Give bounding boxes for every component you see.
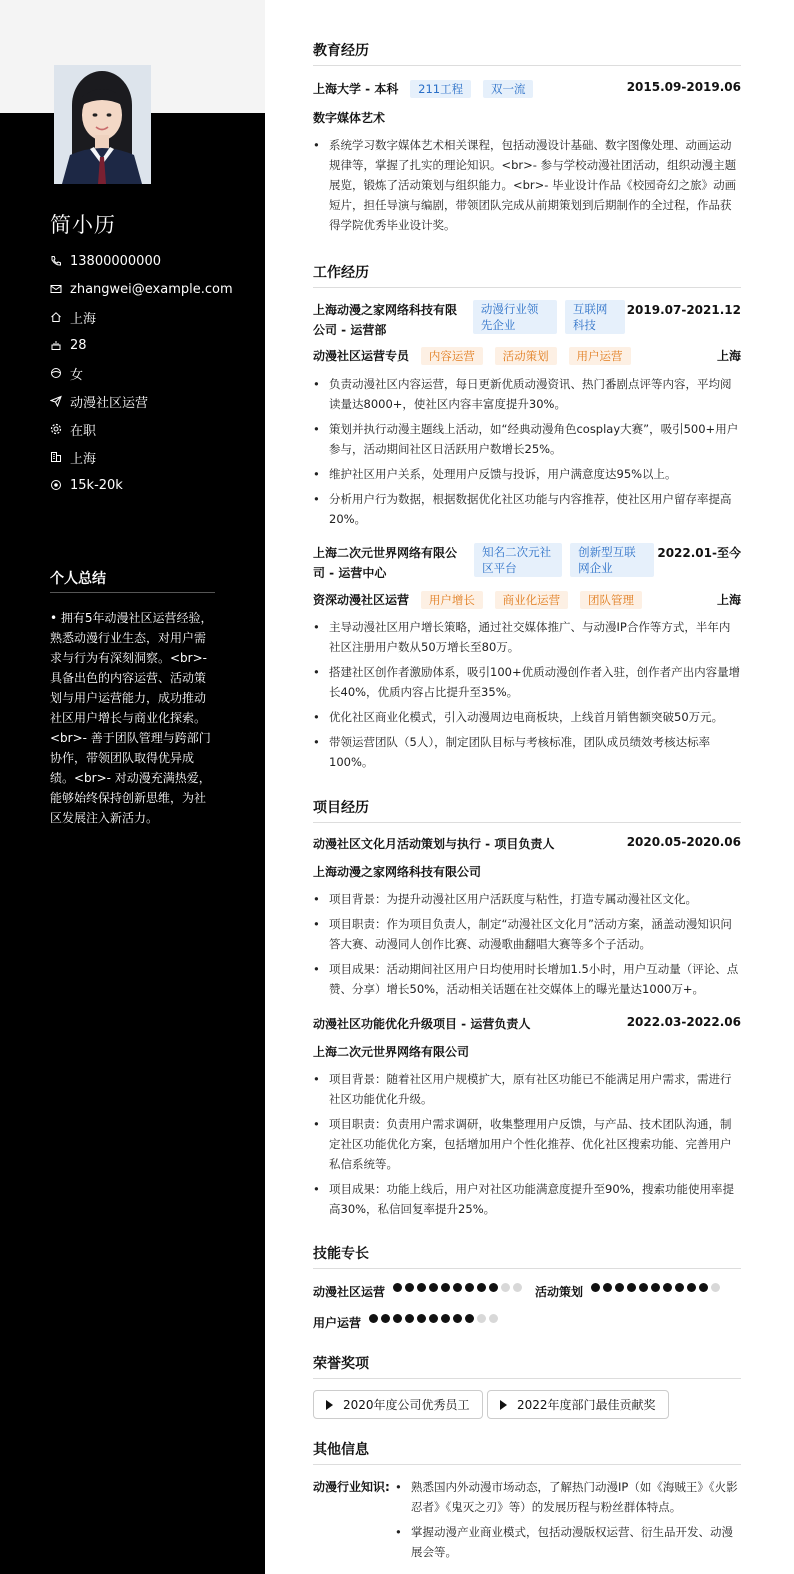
job-position: 资深动漫社区运营 (313, 593, 410, 607)
position-tag: 内容运营 (421, 347, 483, 365)
list-item: • 策划并执行动漫主题线上活动，如“经典动漫角色cosplay大赛”，吸引500+用户参与，活动期间社区日活跃用户数增长25%。 (313, 419, 741, 459)
other-info-label: 动漫行业知识: (313, 1480, 390, 1494)
skill-dot-filled (429, 1314, 438, 1323)
company-tag: 知名二次元社区平台 (474, 543, 562, 577)
skill-dot-filled (687, 1283, 696, 1292)
list-item: • 负责动漫社区内容运营，每日更新优质动漫资讯、热门番剧点评等内容，平均阅读量达8000+，使社区内容丰富度提升30%。 (313, 374, 741, 414)
skill-dot-empty (489, 1314, 498, 1323)
education-tag: 双一流 (483, 80, 534, 98)
info-phone-text: 13800000000 (70, 253, 161, 269)
skill-dot-filled (663, 1283, 672, 1292)
skills-row (313, 1283, 741, 1300)
info-age (50, 331, 250, 359)
project-org: 上海动漫之家网络科技有限公司 (313, 865, 482, 879)
skill-dot-filled (417, 1314, 426, 1323)
list-item: • 项目职责：作为项目负责人，制定“动漫社区文化月”活动方案，涵盖动漫知识问答大赛、动漫同人创作比赛、动漫歌曲翻唱大赛等多个子活动。 (313, 914, 741, 954)
list-item: • 项目背景：为提升动漫社区用户活跃度与粘性，打造专属动漫社区文化。 (313, 889, 741, 909)
education-date: 2015.09-2019.06 (626, 80, 741, 94)
skill-dot-filled (615, 1283, 624, 1292)
list-item: • 主导动漫社区用户增长策略，通过社交媒体推广、与动漫IP合作等方式，半年内社区注册用户数从50万增长至80万。 (313, 617, 741, 657)
info-status-text: 在职 (70, 423, 97, 439)
award-label: 2020年度公司优秀员工 (343, 1398, 470, 1412)
skill-level-dots (393, 1283, 525, 1292)
position-tag: 团队管理 (580, 591, 642, 609)
position-tag: 商业化运营 (495, 591, 569, 609)
job-position-row (313, 347, 741, 365)
list-item: • 维护社区用户关系，处理用户反馈与投诉，用户满意度达95%以上。 (313, 464, 741, 484)
job-header (313, 300, 741, 340)
skill-name: 用户运营 (313, 1316, 362, 1330)
info-phone (50, 247, 250, 275)
skill-dot-empty (501, 1283, 510, 1292)
info-location-text: 上海 (70, 311, 97, 327)
project-name: 动漫社区文化月活动策划与执行 - 项目负责人 (313, 837, 555, 851)
info-target-city (50, 443, 250, 471)
position-tag: 用户增长 (421, 591, 483, 609)
info-status (50, 415, 250, 443)
list-item: • 掌握动漫产业商业模式，包括动漫版权运营、衍生品开发、动漫展会等。 (395, 1522, 741, 1562)
skill-dot-filled (393, 1314, 402, 1323)
project-bullets (313, 1069, 741, 1224)
skill-dot-filled (441, 1283, 450, 1292)
list-item: • 系统学习数字媒体艺术相关课程，包括动漫设计基础、数字图像处理、动画运动规律等，掌握了扎实的理论知识。<br>- 参与学校动漫社团活动，组织动漫主题展览，锻炼了活动策划与组织能力。<br>- 毕业设计作品《校园奇幻之旅》动画短片，担任导演与编剧，带领团队完成从前期策划到后期制作的全过程，作品获得学院优秀毕业设计奖。 (313, 135, 741, 235)
skill-dot-filled (639, 1283, 648, 1292)
projects-section-title: 项目经历 (313, 797, 741, 823)
company-tag: 创新型互联网企业 (570, 543, 654, 577)
skill-dot-filled (603, 1283, 612, 1292)
list-item: • 项目职责：负责用户需求调研，收集整理用户反馈，与产品、技术团队沟通，制定社区功能优化方案，包括增加用户个性化推荐、优化社区搜索功能、完善用户私信系统等。 (313, 1114, 741, 1174)
education-bullets (313, 135, 741, 240)
salary-icon (50, 479, 62, 491)
other-section-title: 其他信息 (313, 1439, 741, 1465)
skill-dot-filled (417, 1283, 426, 1292)
project-header (313, 1015, 741, 1032)
skill-dot-filled (591, 1283, 600, 1292)
info-age-text: 28 (70, 337, 87, 353)
skill-dot-empty (513, 1283, 522, 1292)
cake-icon (50, 339, 62, 351)
building-icon (50, 451, 62, 463)
skill-dot-empty (477, 1314, 486, 1323)
project-bullets (313, 889, 741, 1004)
play-icon (326, 1400, 333, 1410)
position-tag: 用户运营 (569, 347, 631, 365)
education-tag: 211工程 (410, 80, 471, 98)
job-header (313, 543, 741, 583)
summary-text: • 拥有5年动漫社区运营经验，熟悉动漫行业生态，对用户需求与行为有深刻洞察。<br>- 具备出色的内容运营、活动策划与用户运营能力，成功推动社区用户增长与商业化探索。<br>- 善于团队管理与跨部门协作，带领团队取得优异成绩。<br>- 对动漫充满热爱，能够始终保持创新思维，为社区发展注入新活力。 (50, 611, 213, 825)
list-item: • 项目成果：活动期间社区用户日均使用时长增加1.5小时，用户互动量（评论、点赞、分享）增长50%，活动相关话题在社交媒体上的曝光量达1000万+。 (313, 959, 741, 999)
skill-dot-filled (393, 1283, 402, 1292)
company-tag: 互联网科技 (565, 300, 625, 334)
info-target-city-text: 上海 (70, 451, 97, 467)
list-item: • 带领运营团队（5人），制定团队目标与考核标准，团队成员绩效考核达标率100%。 (313, 732, 741, 772)
award-chip[interactable] (487, 1390, 669, 1419)
gender-icon (50, 367, 62, 379)
info-gender-text: 女 (70, 367, 84, 383)
project-name: 动漫社区功能优化升级项目 - 运营负责人 (313, 1017, 531, 1031)
phone-icon (50, 255, 62, 267)
other-info-bullets (395, 1477, 741, 1567)
work-section-title: 工作经历 (313, 262, 741, 288)
list-item: • 分析用户行为数据，根据数据优化社区功能与内容推荐，使社区用户留存率提高20%。 (313, 489, 741, 529)
job-city: 上海 (716, 593, 741, 607)
skill-dot-filled (465, 1283, 474, 1292)
company-tag: 动漫行业领先企业 (473, 300, 557, 334)
list-item: • 优化社区商业化模式，引入动漫周边电商板块，上线首月销售额突破50万元。 (313, 707, 741, 727)
mail-icon (50, 283, 62, 295)
contact-info-list (50, 247, 250, 499)
list-item: • 搭建社区创作者激励体系，吸引100+优质动漫创作者入驻，创作者产出内容量增长40%，优质内容占比提升至35%。 (313, 662, 741, 702)
info-location (50, 303, 250, 331)
skill-dot-filled (441, 1314, 450, 1323)
candidate-name: 简小历 (50, 213, 116, 237)
job-date: 2019.07-2021.12 (626, 303, 741, 317)
info-email (50, 275, 250, 303)
skill-dot-filled (699, 1283, 708, 1292)
job-city: 上海 (716, 349, 741, 363)
skill-dot-filled (429, 1283, 438, 1292)
award-chip[interactable] (313, 1390, 483, 1419)
job-company: 上海动漫之家网络科技有限公司 - 运营部 (313, 303, 458, 337)
skill-dot-filled (405, 1283, 414, 1292)
info-salary (50, 471, 250, 499)
send-icon (50, 395, 62, 407)
project-header (313, 835, 741, 852)
project-date: 2020.05-2020.06 (626, 835, 741, 849)
skill-level-dots (591, 1283, 723, 1292)
info-email-text: zhangwei@example.com (70, 281, 233, 297)
position-tag: 活动策划 (495, 347, 557, 365)
list-item: • 熟悉国内外动漫市场动态，了解热门动漫IP（如《海贼王》《火影忍者》《鬼灭之刃》等）的发展历程与粉丝群体特点。 (395, 1477, 741, 1517)
summary-title: 个人总结 (50, 568, 215, 593)
skill-level-dots (369, 1314, 501, 1323)
job-position-row (313, 591, 741, 609)
info-target-position (50, 387, 250, 415)
skill-dot-filled (477, 1283, 486, 1292)
info-salary-text: 15k-20k (70, 477, 123, 493)
education-major: 数字媒体艺术 (313, 111, 386, 125)
skill-dot-filled (453, 1314, 462, 1323)
skill-dot-filled (465, 1314, 474, 1323)
education-header (313, 80, 741, 98)
skills-section-title: 技能专长 (313, 1243, 741, 1269)
info-gender (50, 359, 250, 387)
list-item: • 项目背景：随着社区用户规模扩大，原有社区功能已不能满足用户需求，需进行社区功能优化升级。 (313, 1069, 741, 1109)
skill-dot-filled (381, 1314, 390, 1323)
project-date: 2022.03-2022.06 (626, 1015, 741, 1029)
skill-dot-filled (405, 1314, 414, 1323)
education-section-title: 教育经历 (313, 40, 741, 66)
play-icon (500, 1400, 507, 1410)
education-school: 上海大学 - 本科 (313, 82, 399, 96)
job-bullets (313, 617, 741, 777)
skill-dot-filled (369, 1314, 378, 1323)
skill-dot-empty (711, 1283, 720, 1292)
list-item: • 项目成果：功能上线后，用户对社区功能满意度提升至90%，搜索功能使用率提高30%，私信回复率提升25%。 (313, 1179, 741, 1219)
profile-photo (54, 65, 151, 184)
skill-name: 动漫社区运营 (313, 1285, 386, 1299)
job-bullets (313, 374, 741, 534)
home-icon (50, 311, 62, 323)
job-date: 2022.01-至今 (657, 546, 741, 560)
skill-dot-filled (627, 1283, 636, 1292)
project-org: 上海二次元世界网络有限公司 (313, 1045, 470, 1059)
other-info-row (313, 1477, 741, 1567)
gear-icon (50, 423, 62, 435)
info-target-position-text: 动漫社区运营 (70, 395, 149, 411)
skill-dot-filled (489, 1283, 498, 1292)
skill-name: 活动策划 (535, 1285, 584, 1299)
skills-row (313, 1314, 741, 1331)
job-position: 动漫社区运营专员 (313, 349, 410, 363)
awards-section-title: 荣誉奖项 (313, 1353, 741, 1379)
skill-dot-filled (675, 1283, 684, 1292)
job-company: 上海二次元世界网络有限公司 - 运营中心 (313, 546, 458, 580)
skill-dot-filled (453, 1283, 462, 1292)
award-label: 2022年度部门最佳贡献奖 (517, 1398, 656, 1412)
skill-dot-filled (651, 1283, 660, 1292)
